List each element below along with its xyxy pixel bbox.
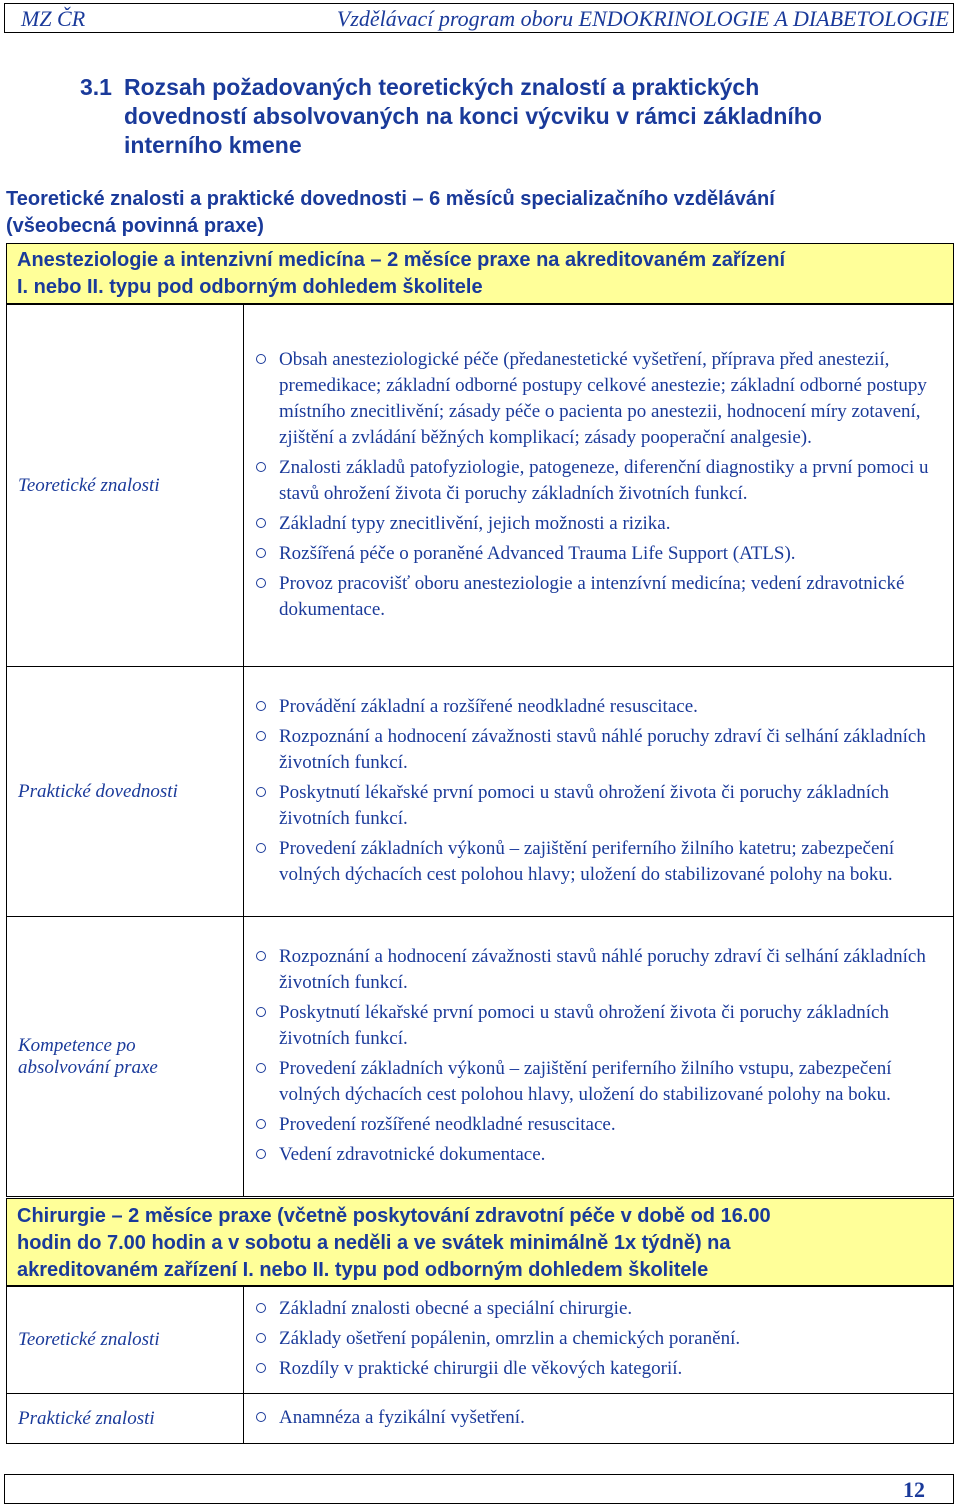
header-program-title: Vzdělávací program oboru ENDOKRINOLOGIE A DIABETOLOGIE [336, 6, 949, 31]
table-row [7, 667, 954, 917]
list-item: Obsah anesteziologické péče (předanestetické vyšetření, příprava před anestezií, premedikace; základní odborné postupy celkové anestezie; základní odborné postupy místního znecitlivění; zásady péče o pacienta po anestezii, hodnocení míry zotavení, zjištění a zvládání běžných komplikací; zásady pooperační analgesie). [256, 347, 943, 451]
list-item: Anamnéza a fyzikální vyšetření. [256, 1405, 943, 1431]
list-item: Znalosti základů patofyziologie, patogeneze, diferenční diagnostiky a první pomoci u stavů ohrožení života či poruchy základních životních funkcí. [256, 455, 943, 507]
list-item: Provedení základních výkonů – zajištění periferního žilního vstupu, zabezpečení volných dýchacích cest polohou hlavy, uložení do stabilizované polohy na boku. [256, 1056, 943, 1108]
row-label: Praktické dovednosti [7, 667, 244, 917]
subheading-line-2: (všeobecná povinná praxe) [6, 215, 264, 237]
bullet-icon [256, 1119, 266, 1129]
bullet-icon [256, 1412, 266, 1422]
bullet-icon [256, 1063, 266, 1073]
list-item: Provedení základních výkonů – zajištění periferního žilního katetru; zabezpečení volných dýchacích cest polohou hlavy; uložení do stabilizované polohy na boku. [256, 836, 943, 888]
bullet-icon [256, 578, 266, 588]
subheading [6, 186, 936, 240]
list-item: Vedení zdravotnické dokumentace. [256, 1142, 943, 1168]
list-item: Provádění základní a rozšířené neodkladné resuscitace. [256, 694, 943, 720]
row-label [7, 917, 244, 1197]
bullet-icon [256, 787, 266, 797]
banner-line-1: Chirurgie – 2 měsíce praxe (včetně poskytování zdravotní péče v době od 16.00 [17, 1205, 771, 1227]
bullet-icon [256, 1303, 266, 1313]
bullet-icon [256, 354, 266, 364]
page-number: 12 [903, 1477, 925, 1502]
banner-line-3: akreditovaném zařízení I. nebo II. typu pod odborným dohledem školitele [17, 1259, 709, 1281]
bullet-icon [256, 731, 266, 741]
row-content [244, 305, 954, 667]
table-anesteziologie [6, 304, 954, 1197]
list-item: Rozdíly v praktické chirurgii dle věkových kategorií. [256, 1356, 943, 1382]
page-footer [4, 1474, 954, 1504]
banner-line-1: Anesteziologie a intenzivní medicína – 2 měsíce praxe na akreditovaném zařízení [17, 249, 786, 271]
bullet-icon [256, 1333, 266, 1343]
row-label-line-2: absolvování praxe [18, 1056, 158, 1078]
section-title-line-3: interního kmene [124, 132, 302, 158]
table-row [7, 917, 954, 1197]
subheading-line-1: Teoretické znalosti a praktické dovednosti – 6 měsíců specializačního vzdělávání [6, 188, 775, 210]
list-item: Základní znalosti obecné a speciální chirurgie. [256, 1296, 943, 1322]
row-label-line-1: Kompetence po [18, 1034, 136, 1056]
list-item: Poskytnutí lékařské první pomoci u stavů ohrožení života či poruchy základních životních funkcí. [256, 1000, 943, 1052]
list-item: Základy ošetření popálenin, omrzlin a chemických poranění. [256, 1326, 943, 1352]
list-item: Rozšířená péče o poraněné Advanced Trauma Life Support (ATLS). [256, 541, 943, 567]
list-item: Provedení rozšířené neodkladné resuscitace. [256, 1112, 943, 1138]
row-label: Teoretické znalosti [7, 1287, 244, 1394]
row-content [244, 667, 954, 917]
row-label: Praktické znalosti [7, 1394, 244, 1444]
banner-chirurgie [6, 1198, 954, 1286]
section-heading [80, 73, 920, 160]
bullet-icon [256, 843, 266, 853]
list-item: Rozpoznání a hodnocení závažnosti stavů náhlé poruchy zdraví či selhání základních životních funkcí. [256, 724, 943, 776]
banner-line-2: I. nebo II. typu pod odborným dohledem školitele [17, 276, 483, 298]
bullet-icon [256, 951, 266, 961]
section-title-line-1: Rozsah požadovaných teoretických znalostí a praktických [124, 74, 760, 100]
table-row [7, 305, 954, 667]
list-item: Rozpoznání a hodnocení závažnosti stavů náhlé poruchy zdraví či selhání základních životních funkcí. [256, 944, 943, 996]
banner-line-2: hodin do 7.00 hodin a v sobotu a neděli a ve svátek minimálně 1x týdně) na [17, 1232, 731, 1254]
document-header [4, 3, 954, 33]
section-number: 3.1 [80, 74, 112, 100]
bullet-icon [256, 518, 266, 528]
header-ministry: MZ ČR [21, 6, 86, 31]
bullet-icon [256, 1149, 266, 1159]
banner-anesteziologie [6, 243, 954, 304]
bullet-icon [256, 548, 266, 558]
bullet-icon [256, 701, 266, 711]
bullet-icon [256, 462, 266, 472]
row-label: Teoretické znalosti [7, 305, 244, 667]
table-row [7, 1287, 954, 1394]
bullet-icon [256, 1007, 266, 1017]
table-chirurgie [6, 1286, 954, 1444]
list-item: Poskytnutí lékařské první pomoci u stavů ohrožení života či poruchy základních životních funkcí. [256, 780, 943, 832]
row-content [244, 917, 954, 1197]
row-content [244, 1287, 954, 1394]
table-row [7, 1394, 954, 1444]
row-content [244, 1394, 954, 1444]
list-item: Základní typy znecitlivění, jejich možnosti a rizika. [256, 511, 943, 537]
section-title-line-2: dovedností absolvovaných na konci výcviku v rámci základního [124, 103, 822, 129]
list-item: Provoz pracovišť oboru anesteziologie a intenzívní medicína; vedení zdravotnické dokumentace. [256, 571, 943, 623]
bullet-icon [256, 1363, 266, 1373]
